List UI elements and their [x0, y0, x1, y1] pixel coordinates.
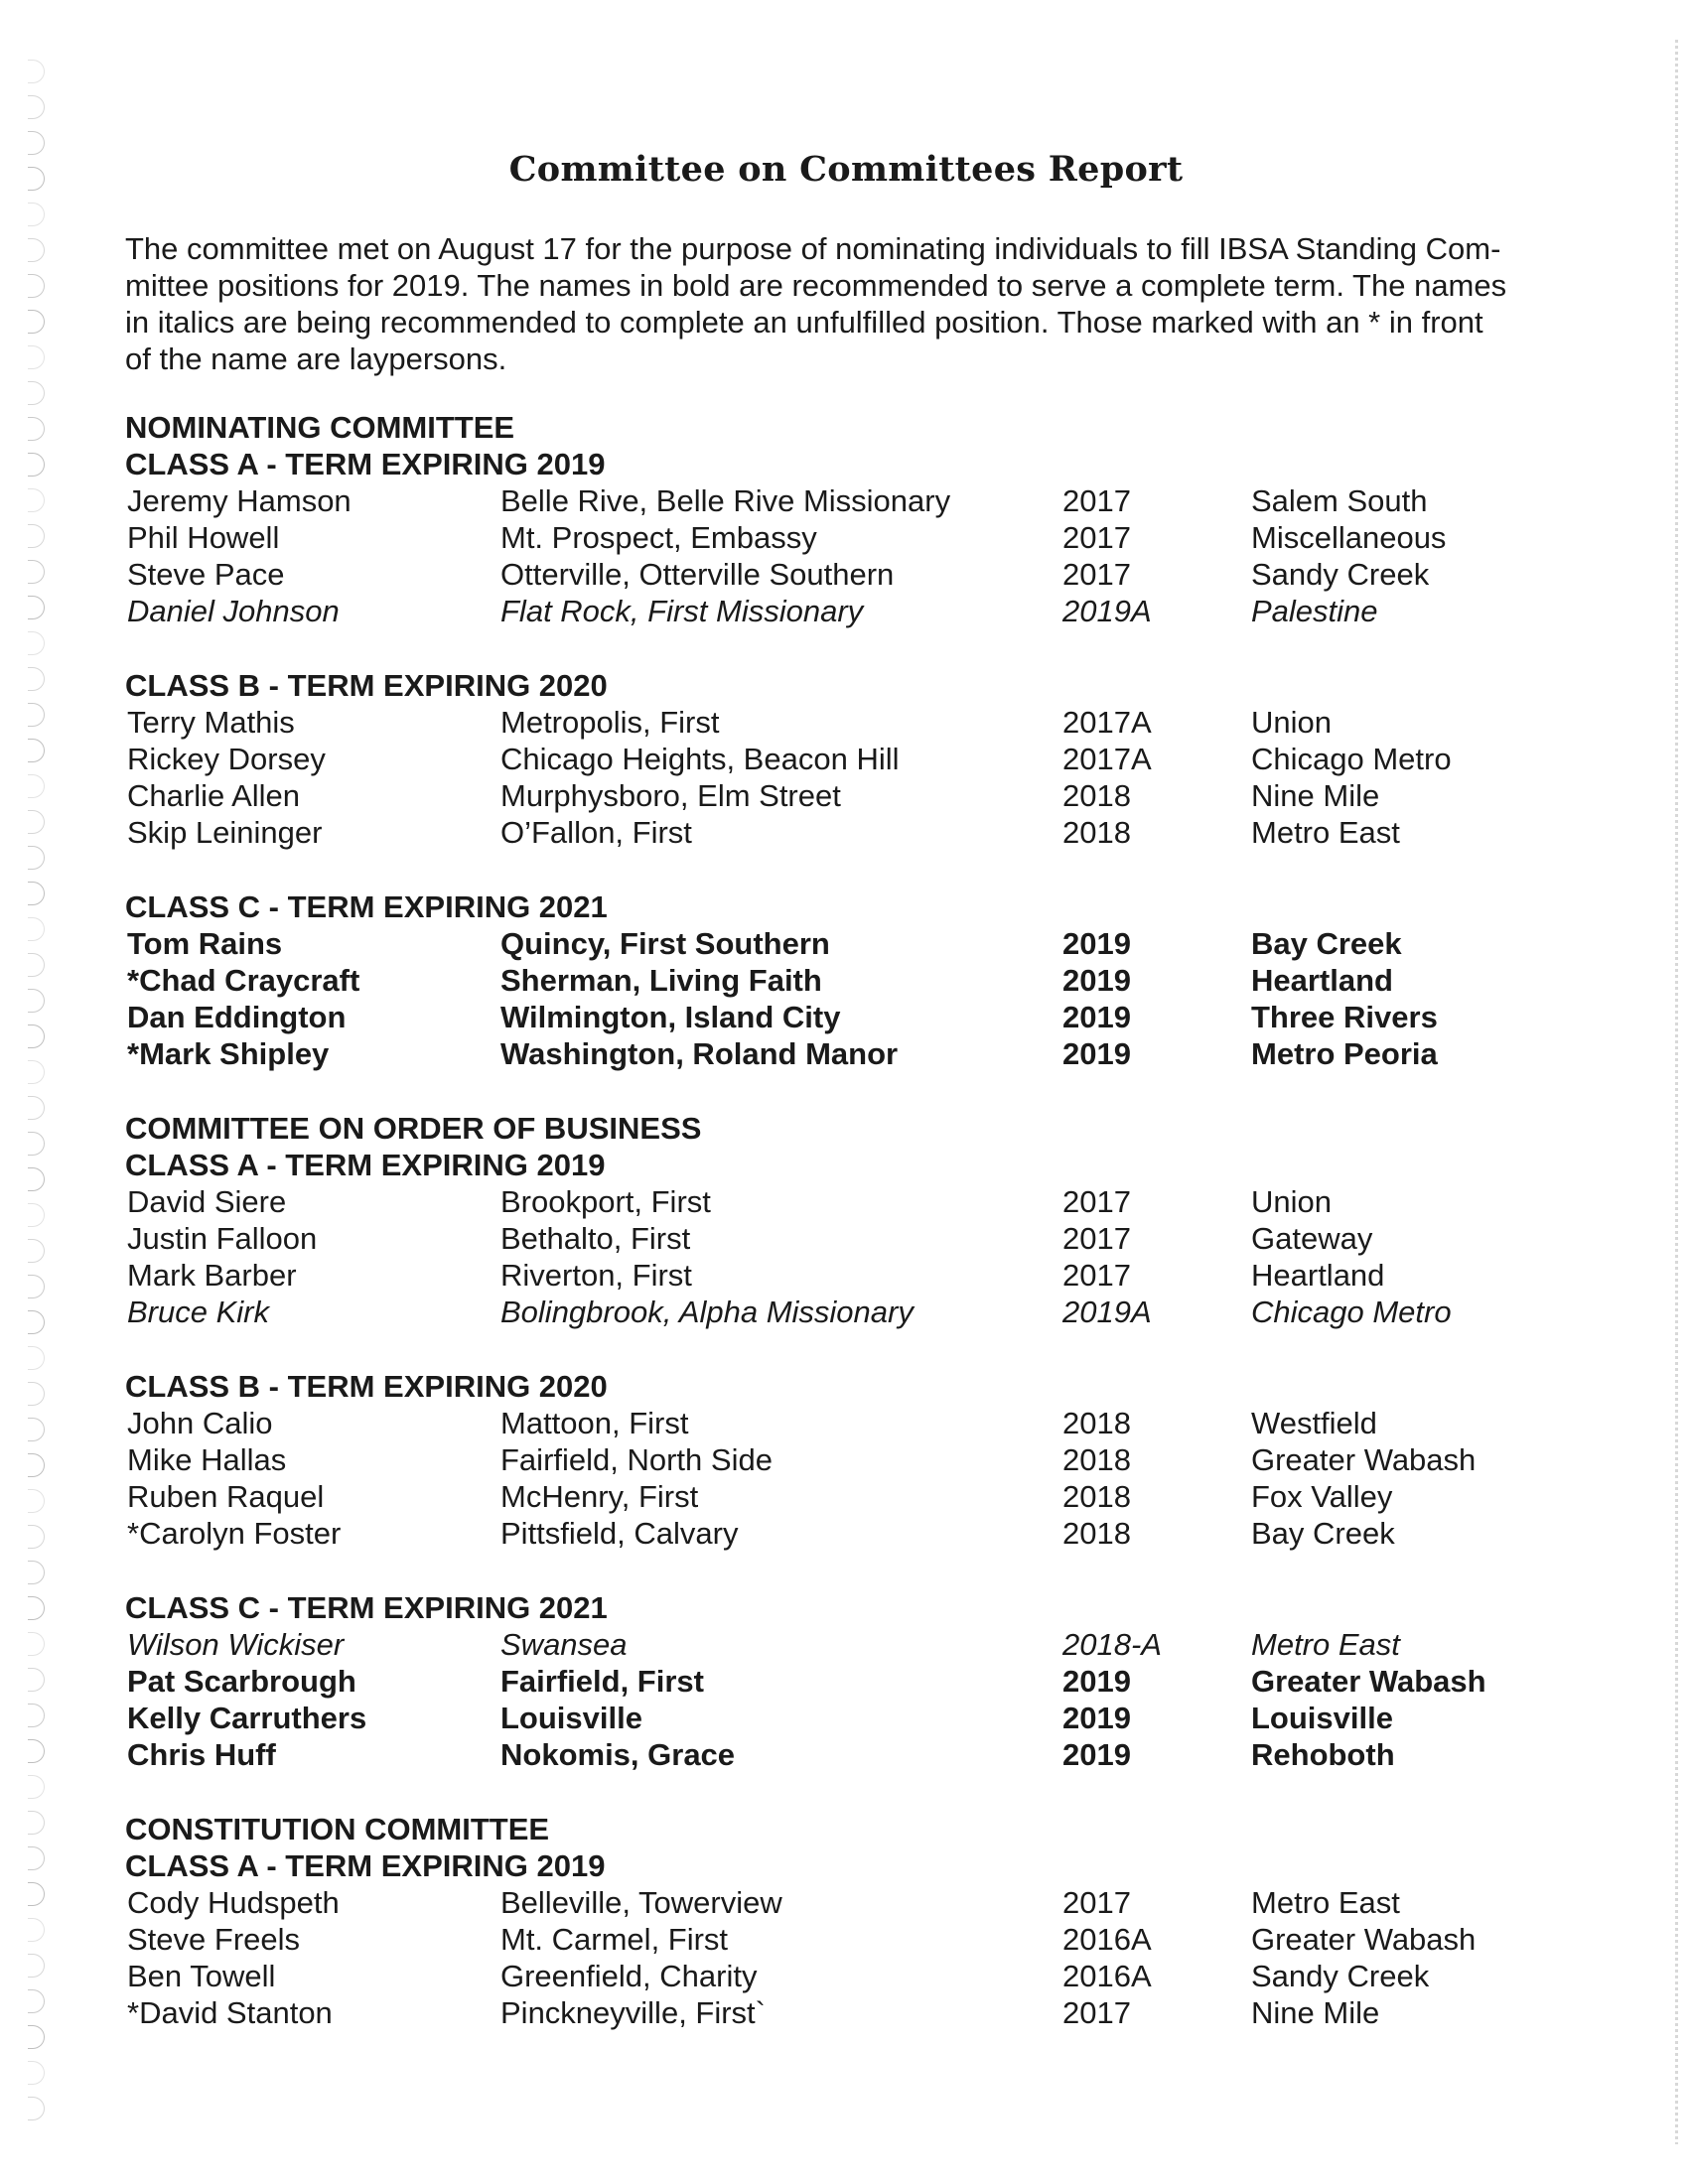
- member-row: [125, 1478, 1555, 1515]
- member-row: [125, 1884, 1555, 1921]
- member-row: [125, 556, 1555, 593]
- class-block: [125, 1368, 1555, 1552]
- member-association: Palestine: [1251, 594, 1378, 628]
- member-row: [125, 999, 1555, 1035]
- member-name: Pat Scarbrough: [127, 1664, 356, 1699]
- member-church: Washington, Roland Manor: [500, 1036, 899, 1071]
- committee-title: CONSTITUTION COMMITTEE: [125, 1812, 550, 1846]
- intro-line: mittee positions for 2019. The names in bold are recommended to serve a complete term. The names: [125, 268, 1507, 303]
- scan-edge-mark: [28, 345, 45, 369]
- member-year: 2017: [1062, 1258, 1131, 1293]
- member-year: 2018: [1062, 1406, 1131, 1440]
- member-church: Riverton, First: [500, 1258, 692, 1293]
- scan-edge-mark: [28, 989, 45, 1013]
- member-association: Metro East: [1251, 1627, 1400, 1662]
- member-year: 2018: [1062, 1516, 1131, 1551]
- scan-edge-mark: [28, 1632, 45, 1656]
- member-association: Rehoboth: [1251, 1737, 1395, 1772]
- member-row: [125, 1035, 1555, 1072]
- member-association: Three Rivers: [1251, 1000, 1438, 1034]
- member-association: Bay Creek: [1251, 926, 1402, 961]
- scan-edge-mark: [28, 1346, 45, 1370]
- member-church: Swansea: [500, 1627, 628, 1662]
- scan-edge-mark: [28, 1775, 45, 1799]
- member-row: [125, 704, 1555, 741]
- scan-edge-mark: [28, 917, 45, 941]
- member-association: Greater Wabash: [1251, 1922, 1477, 1957]
- scan-edge-mark: [28, 2061, 45, 2085]
- member-association: Louisville: [1251, 1701, 1393, 1735]
- scan-edge-mark: [28, 203, 45, 226]
- member-year: 2017: [1062, 1221, 1131, 1256]
- member-church: Louisville: [500, 1701, 642, 1735]
- member-church: Otterville, Otterville Southern: [500, 557, 895, 592]
- member-association: Miscellaneous: [1251, 520, 1447, 555]
- member-association: Chicago Metro: [1251, 742, 1452, 776]
- scan-edge-mark: [28, 1596, 45, 1620]
- intro-line: in italics are being recommended to complete an unfulfilled position. Those marked with an * in front: [125, 305, 1483, 340]
- member-name: Jeremy Hamson: [127, 483, 352, 518]
- scan-edge-mark: [28, 1489, 45, 1513]
- scan-edge-mark: [28, 1989, 45, 2013]
- member-year: 2017: [1062, 483, 1131, 518]
- member-association: Greater Wabash: [1251, 1664, 1486, 1699]
- member-name: *Carolyn Foster: [127, 1516, 342, 1551]
- member-row: [125, 1994, 1555, 2031]
- member-year: 2017: [1062, 1184, 1131, 1219]
- scan-edge-mark: [28, 1239, 45, 1263]
- member-association: Union: [1251, 1184, 1332, 1219]
- scan-edge-mark: [28, 810, 45, 834]
- scan-edge-mark: [28, 1846, 45, 1870]
- committee-section: [125, 1811, 1555, 2031]
- member-name: Phil Howell: [127, 520, 280, 555]
- member-name: Rickey Dorsey: [127, 742, 326, 776]
- member-row: [125, 1257, 1555, 1294]
- member-row: [125, 1515, 1555, 1552]
- scan-edge-marks: [22, 60, 62, 2124]
- class-block: [125, 667, 1555, 851]
- scan-edge-mark: [28, 1739, 45, 1763]
- scan-edge-mark: [28, 488, 45, 512]
- scan-edge-mark: [28, 1275, 45, 1298]
- scan-edge-mark: [28, 596, 45, 619]
- member-year: 2018-A: [1062, 1627, 1162, 1662]
- member-row: [125, 925, 1555, 962]
- member-church: Greenfield, Charity: [500, 1959, 758, 1993]
- member-row: [125, 482, 1555, 519]
- scan-edge-mark: [28, 774, 45, 798]
- member-church: Sherman, Living Faith: [500, 963, 822, 998]
- member-year: 2018: [1062, 778, 1131, 813]
- member-association: Greater Wabash: [1251, 1442, 1477, 1477]
- intro-line: The committee met on August 17 for the purpose of nominating individuals to fill IBSA Standing Com-: [125, 231, 1501, 266]
- scan-edge-mark: [28, 703, 45, 727]
- member-year: 2017: [1062, 1885, 1131, 1920]
- member-year: 2019: [1062, 1000, 1131, 1034]
- member-year: 2018: [1062, 815, 1131, 850]
- intro-paragraph: [125, 230, 1535, 377]
- member-row: [125, 1220, 1555, 1257]
- member-church: Mt. Carmel, First: [500, 1922, 729, 1957]
- member-church: Mt. Prospect, Embassy: [500, 520, 817, 555]
- member-association: Heartland: [1251, 963, 1393, 998]
- member-name: Kelly Carruthers: [127, 1701, 367, 1735]
- scan-edge-mark: [28, 274, 45, 298]
- member-row: [125, 962, 1555, 999]
- scan-edge-mark: [28, 1811, 45, 1835]
- scan-edge-mark: [28, 1382, 45, 1406]
- member-name: Charlie Allen: [127, 778, 301, 813]
- member-row: [125, 741, 1555, 777]
- member-name: David Siere: [127, 1184, 287, 1219]
- member-row: [125, 1405, 1555, 1441]
- member-church: Pinckneyville, First`: [500, 1995, 766, 2030]
- member-church: Bolingbrook, Alpha Missionary: [500, 1295, 914, 1329]
- member-name: *Mark Shipley: [127, 1036, 330, 1071]
- scan-edge-mark: [28, 1024, 45, 1048]
- class-title: CLASS C - TERM EXPIRING 2021: [125, 889, 608, 924]
- member-row: [125, 1700, 1555, 1736]
- committee-section: [125, 1110, 1555, 1773]
- member-year: 2017: [1062, 1995, 1131, 2030]
- member-year: 2017A: [1062, 742, 1152, 776]
- member-year: 2017: [1062, 520, 1131, 555]
- member-association: Sandy Creek: [1251, 557, 1430, 592]
- member-row: [125, 593, 1555, 629]
- scan-edge-mark: [28, 1525, 45, 1549]
- scan-edge-mark: [28, 1132, 45, 1156]
- scan-edge-mark: [28, 453, 45, 477]
- committee-title: NOMINATING COMMITTEE: [125, 410, 515, 445]
- member-name: Mike Hallas: [127, 1442, 287, 1477]
- scan-edge-mark: [28, 1167, 45, 1191]
- class-block: [125, 888, 1555, 1072]
- member-church: Nokomis, Grace: [500, 1737, 736, 1772]
- member-association: Sandy Creek: [1251, 1959, 1430, 1993]
- member-name: Chris Huff: [127, 1737, 276, 1772]
- member-name: John Calio: [127, 1406, 273, 1440]
- member-church: McHenry, First: [500, 1479, 699, 1514]
- member-row: [125, 777, 1555, 814]
- scan-edge-mark: [28, 1561, 45, 1584]
- member-church: Belleville, Towerview: [500, 1885, 782, 1920]
- member-year: 2018: [1062, 1442, 1131, 1477]
- class-title: CLASS C - TERM EXPIRING 2021: [125, 1590, 608, 1625]
- scan-edge-mark: [28, 1918, 45, 1942]
- member-name: Tom Rains: [127, 926, 283, 961]
- scan-edge-mark: [28, 1954, 45, 1978]
- member-year: 2017A: [1062, 705, 1152, 740]
- member-association: Nine Mile: [1251, 778, 1380, 813]
- member-association: Metro East: [1251, 815, 1400, 850]
- member-year: 2019: [1062, 1036, 1131, 1071]
- intro-line: of the name are laypersons.: [125, 341, 507, 376]
- scan-edge-mark: [28, 882, 45, 905]
- scan-edge-mark: [28, 1418, 45, 1441]
- member-row: [125, 1958, 1555, 1994]
- scan-right-edge: [1675, 40, 1678, 2144]
- member-church: O’Fallon, First: [500, 815, 692, 850]
- class-block: [125, 1589, 1555, 1773]
- committee-title: COMMITTEE ON ORDER OF BUSINESS: [125, 1111, 702, 1146]
- scan-edge-mark: [28, 381, 45, 405]
- scan-edge-mark: [28, 417, 45, 441]
- member-name: Wilson Wickiser: [127, 1627, 345, 1662]
- member-row: [125, 1183, 1555, 1220]
- class-title: CLASS A - TERM EXPIRING 2019: [125, 447, 606, 481]
- member-association: Heartland: [1251, 1258, 1385, 1293]
- scan-edge-mark: [28, 524, 45, 548]
- member-row: [125, 1626, 1555, 1663]
- member-name: Mark Barber: [127, 1258, 297, 1293]
- scan-edge-mark: [28, 1453, 45, 1477]
- member-church: Murphysboro, Elm Street: [500, 778, 841, 813]
- member-year: 2019: [1062, 1701, 1131, 1735]
- class-title: CLASS A - TERM EXPIRING 2019: [125, 1148, 606, 1182]
- member-name: *Chad Craycraft: [127, 963, 360, 998]
- member-church: Flat Rock, First Missionary: [500, 594, 864, 628]
- class-block: [125, 446, 1555, 629]
- scan-edge-mark: [28, 846, 45, 870]
- member-association: Bay Creek: [1251, 1516, 1395, 1551]
- member-name: Ruben Raquel: [127, 1479, 325, 1514]
- member-year: 2019A: [1062, 594, 1152, 628]
- scan-edge-mark: [28, 667, 45, 691]
- member-row: [125, 1441, 1555, 1478]
- scan-edge-mark: [28, 1060, 45, 1084]
- scan-edge-mark: [28, 60, 45, 83]
- member-name: Steve Pace: [127, 557, 285, 592]
- member-year: 2016A: [1062, 1922, 1152, 1957]
- member-church: Brookport, First: [500, 1184, 711, 1219]
- scan-edge-mark: [28, 1882, 45, 1906]
- committee-section: [125, 409, 1555, 1072]
- member-row: [125, 814, 1555, 851]
- member-association: Westfield: [1251, 1406, 1377, 1440]
- member-church: Belle Rive, Belle Rive Missionary: [500, 483, 951, 518]
- member-row: [125, 1921, 1555, 1958]
- member-association: Metro East: [1251, 1885, 1400, 1920]
- member-association: Fox Valley: [1251, 1479, 1393, 1514]
- member-row: [125, 1294, 1555, 1330]
- scan-edge-mark: [28, 1668, 45, 1692]
- member-year: 2018: [1062, 1479, 1131, 1514]
- class-title: CLASS B - TERM EXPIRING 2020: [125, 668, 608, 703]
- scan-edge-mark: [28, 95, 45, 119]
- member-church: Pittsfield, Calvary: [500, 1516, 739, 1551]
- member-name: Skip Leininger: [127, 815, 323, 850]
- member-association: Salem South: [1251, 483, 1428, 518]
- member-year: 2019A: [1062, 1295, 1152, 1329]
- member-church: Metropolis, First: [500, 705, 720, 740]
- class-block: [125, 1847, 1555, 2031]
- member-church: Chicago Heights, Beacon Hill: [500, 742, 900, 776]
- scan-edge-mark: [28, 1704, 45, 1727]
- scan-edge-mark: [28, 560, 45, 584]
- scan-edge-mark: [28, 953, 45, 977]
- member-year: 2019: [1062, 1664, 1131, 1699]
- member-association: Nine Mile: [1251, 1995, 1380, 2030]
- member-row: [125, 1736, 1555, 1773]
- scan-edge-mark: [28, 2097, 45, 2120]
- member-year: 2016A: [1062, 1959, 1152, 1993]
- member-row: [125, 1663, 1555, 1700]
- class-title: CLASS A - TERM EXPIRING 2019: [125, 1848, 606, 1883]
- scan-edge-mark: [28, 2025, 45, 2049]
- member-church: Mattoon, First: [500, 1406, 689, 1440]
- member-name: Ben Towell: [127, 1959, 276, 1993]
- member-name: *David Stanton: [127, 1995, 333, 2030]
- member-name: Daniel Johnson: [127, 594, 340, 628]
- member-association: Union: [1251, 705, 1332, 740]
- class-title: CLASS B - TERM EXPIRING 2020: [125, 1369, 608, 1404]
- member-name: Steve Freels: [127, 1922, 301, 1957]
- member-church: Quincy, First Southern: [500, 926, 830, 961]
- member-association: Chicago Metro: [1251, 1295, 1452, 1329]
- member-name: Cody Hudspeth: [127, 1885, 340, 1920]
- scan-edge-mark: [28, 631, 45, 655]
- member-year: 2019: [1062, 926, 1131, 961]
- class-block: [125, 1147, 1555, 1330]
- member-name: Bruce Kirk: [127, 1295, 269, 1329]
- scan-edge-mark: [28, 1310, 45, 1334]
- member-association: Gateway: [1251, 1221, 1373, 1256]
- member-year: 2019: [1062, 963, 1131, 998]
- member-year: 2019: [1062, 1737, 1131, 1772]
- member-name: Justin Falloon: [127, 1221, 318, 1256]
- member-church: Wilmington, Island City: [500, 1000, 841, 1034]
- committee-listing: [125, 409, 1555, 2069]
- member-name: Terry Mathis: [127, 705, 295, 740]
- member-church: Bethalto, First: [500, 1221, 691, 1256]
- scan-edge-mark: [28, 238, 45, 262]
- scan-edge-mark: [28, 1096, 45, 1120]
- member-name: Dan Eddington: [127, 1000, 347, 1034]
- scan-edge-mark: [28, 739, 45, 762]
- page-title: Committee on Committees Report: [508, 149, 1184, 190]
- member-year: 2017: [1062, 557, 1131, 592]
- member-church: Fairfield, North Side: [500, 1442, 773, 1477]
- member-row: [125, 519, 1555, 556]
- member-association: Metro Peoria: [1251, 1036, 1438, 1071]
- scan-edge-mark: [28, 1203, 45, 1227]
- scan-edge-mark: [28, 310, 45, 334]
- member-church: Fairfield, First: [500, 1664, 704, 1699]
